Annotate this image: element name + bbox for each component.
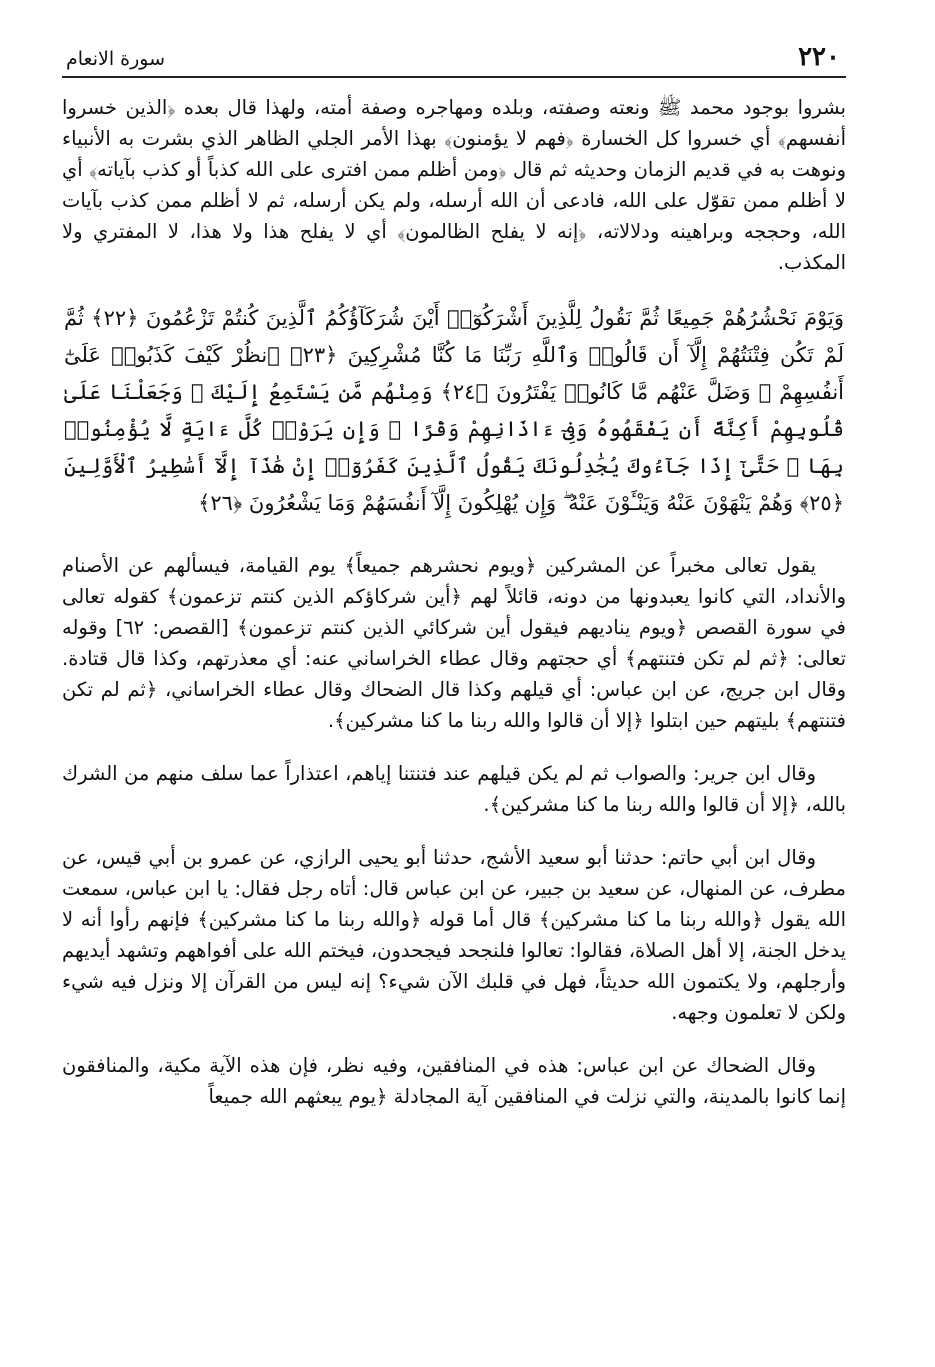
tafsir-paragraph: وقال ابن جرير: والصواب ثم لم يكن قيلهم عند فتنتنا إياهم، اعتذاراً عما سلف منهم من الشرك بالله، ﴿إلا أن قالوا والله ربنا ما كنا مشركين﴾. <box>62 762 846 816</box>
book-page <box>62 28 846 1348</box>
surah-title: سورة الانعام <box>66 48 166 70</box>
page-number: ٢٢٠ <box>798 42 840 72</box>
quran-verses: وَيَوْمَ نَحْشُرُهُمْ جَمِيعًا ثُمَّ نَقُولُ لِلَّذِينَ أَشْرَكُوٓا۟ أَيْنَ شُرَكَآؤُكُمُ ٱلَّذِينَ كُنتُمْ تَزْعُمُونَ ﴿٢٢﴾ ثُمَّ لَمْ تَكُن فِتْنَتُهُمْ إِلَّآ أَن قَالُوا۟ وَٱللَّهِ رَبِّنَا مَا كُنَّا مُشْرِكِينَ ﴿٢٣﴾ ٱنظُرْ كَيْفَ كَذَبُوا۟ عَلَىٰٓ أَنفُسِهِمْ ۚ وَضَلَّ عَنْهُم مَّا كَانُوا۟ يَفْتَرُونَ ﴿٢٤﴾ وَمِنْهُم مَّن يَسْتَمِعُ إِلَيْكَ ۖ وَجَعَلْنَا عَلَىٰ قُلُوبِهِمْ أَكِنَّةً أَن يَفْقَهُوهُ وَفِىٓ ءَاذَانِهِمْ وَقْرًا ۚ وَإِن يَرَوْا۟ كُلَّ ءَايَةٍ لَّا يُؤْمِنُوا۟ بِهَا ۚ حَتَّىٰٓ إِذَا جَآءُوكَ يُجَٰدِلُونَكَ يَقُولُ ٱلَّذِينَ كَفَرُوٓا۟ إِنْ هَٰذَآ إِلَّآ أَسَٰطِيرُ ٱلْأَوَّلِينَ ﴿٢٥﴾ وَهُمْ يَنْهَوْنَ عَنْهُ وَيَنْـَٔوْنَ عَنْهُ ۖ وَإِن يُهْلِكُونَ إِلَّآ أَنفُسَهُمْ وَمَا يَشْعُرُونَ ﴿٢٦﴾ <box>64 306 845 515</box>
tafsir-paragraph: وقال ابن أبي حاتم: حدثنا أبو سعيد الأشج، حدثنا أبو يحيى الرازي، عن عمرو بن أبي قيس، عن مطرف، عن المنهال، عن سعيد بن جبير، عن ابن عباس قال: أتاه رجل فقال: يا ابن عباس، سمعت الله يقول ﴿والله ربنا ما كنا مشركين﴾ قال أما قوله ﴿والله ربنا ما كنا مشركين﴾ فإنهم رأوا أنه لا يدخل الجنة، إلا أهل الصلاة، فقالوا: تعالوا فلنجحد فيجحدون، فيختم الله على أفواههم وتشهد أيديهم وأرجلهم، ولا يكتمون الله حديثاً، فهل في قلبك الآن شيء؟ إنه ليس من القرآن إلا ونزل فيه شيء ولكن لا تعلمون وجهه. <box>61 846 846 1024</box>
tafsir-paragraph: يقول تعالى مخبراً عن المشركين ﴿ويوم نحشرهم جميعاً﴾ يوم القيامة، فيسألهم عن الأصنام والأنداد، التي كانوا يعبدونها من دونه، قائلاً لهم ﴿أين شركاؤكم الذين كنتم تزعمون﴾ كقوله تعالى في سورة القصص ﴿ويوم يناديهم فيقول أين شركائي الذين كنتم تزعمون﴾ [القصص: ٦٢] وقوله تعالى: ﴿ثم لم تكن فتنتهم﴾ أي حجتهم وقال عطاء الخراساني عنه: أي معذرتهم، وكذا قال قتادة. وقال ابن جريج، عن ابن عباس: أي قيلهم وكذا قال الضحاك وقال عطاء الخراساني، ﴿ثم لم تكن فتنتهم﴾ بليتهم حين ابتلوا ﴿إلا أن قالوا والله ربنا ما كنا مشركين﴾. <box>62 554 846 732</box>
commentary-top: بشروا بوجود محمد ﷺ ونعته وصفته، وبلده ومهاجره وصفة أمته، ولهذا قال بعده ﴿الذين خسروا أنفسهم﴾ أي خسروا كل الخسارة ﴿فهم لا يؤمنون﴾ بهذا الأمر الجلي الظاهر الذي بشرت به الأنبياء ونوهت به في قديم الزمان وحديثه ثم قال ﴿ومن أظلم ممن افترى على الله كذباً أو كذب بآياته﴾ أي لا أظلم ممن تقوّل على الله، فادعى أن الله أرسله، ولم يكن أرسله، ثم لا أظلم ممن كذب بآيات الله، وحججه وبراهينه ودلالاته، ﴿إنه لا يفلح الظالمون﴾ أي لا يفلح هذا ولا هذا، لا المفتري ولا المكذب. <box>62 96 846 274</box>
tafsir-paragraph: وقال الضحاك عن ابن عباس: هذه في المنافقين، وفيه نظر، فإن هذه الآية مكية، والمنافقون إنما كانوا بالمدينة، والتي نزلت في المنافقين آية المجادلة ﴿يوم يبعثهم الله جميعاً <box>62 1054 846 1108</box>
page-header <box>62 28 846 78</box>
